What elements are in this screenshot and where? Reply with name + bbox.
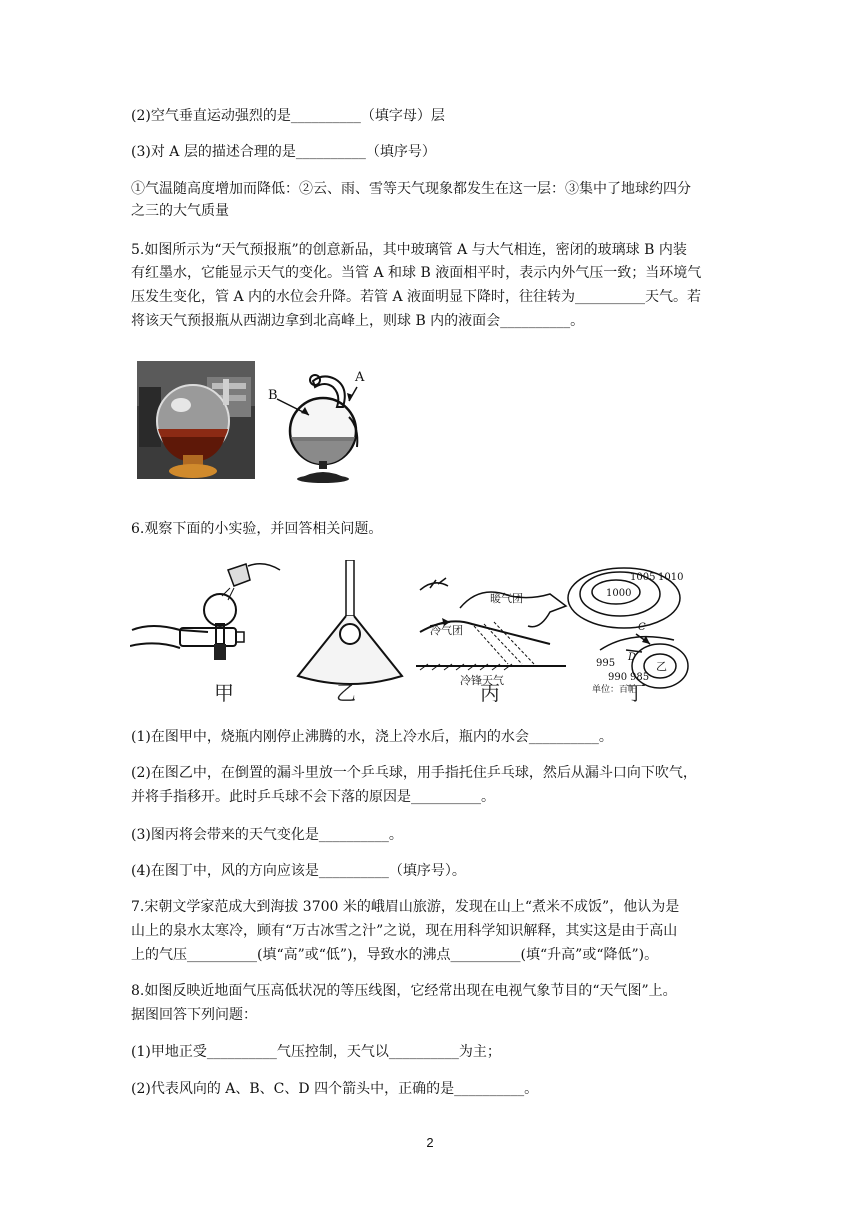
q6-heading: 6.观察下面的小实验，并回答相关问题。 bbox=[131, 521, 383, 537]
figure-jia bbox=[130, 564, 280, 660]
q7-line3: 上的气压__________(填“高”或“低”)，导致水的沸点__________(填“升高”或“降低”)。 bbox=[131, 947, 659, 963]
label-a: A bbox=[355, 370, 365, 385]
caption-bing: 丙 bbox=[480, 681, 500, 702]
q8-line2: 据图回答下列问题： bbox=[131, 1007, 257, 1023]
caption-ding: 丁 bbox=[626, 681, 646, 702]
q5-line1: 5.如图所示为“天气预报瓶”的创意新品，其中玻璃管 A 与大气相连，密闭的玻璃球 B 内装 bbox=[131, 242, 687, 258]
weather-bottle-figure bbox=[137, 357, 377, 483]
weather-bottle-photo bbox=[137, 361, 255, 479]
q8-part1: (1)甲地正受__________气压控制，天气以__________为主； bbox=[131, 1044, 501, 1060]
caption-yi: 乙 bbox=[336, 681, 356, 702]
q5-line4: 将该天气预报瓶从西湖边拿到北高峰上，则球 B 内的液面会__________。 bbox=[131, 313, 585, 329]
warm-air-label: 暖气团 bbox=[490, 592, 523, 605]
arrow-c-label: C bbox=[638, 622, 646, 633]
figure-yi bbox=[298, 560, 402, 684]
isobar-985: 985 bbox=[630, 672, 650, 683]
q5-line2: 有红墨水，它能显示天气的变化。当管 A 和球 B 液面相平时，表示内外气压一致；当环境气 bbox=[131, 265, 702, 281]
q8-part2: (2)代表风向的 A、B、C、D 四个箭头中，正确的是__________。 bbox=[131, 1081, 539, 1097]
q7-line1: 7.宋朝文学家范成大到海拔 3700 米的峨眉山旅游，发现在山上“煮米不成饭”，他认为是 bbox=[131, 899, 680, 915]
q6-part2-line1: (2)在图乙中，在倒置的漏斗里放一个乒乓球，用手指托住乒乓球，然后从漏斗口向下吹气， bbox=[131, 765, 697, 781]
q4-options-line1: ①气温随高度增加而降低：②云、雨、雪等天气现象都发生在这一层：③集中了地球约四分 bbox=[131, 181, 691, 197]
unit-label: 单位：百帕 bbox=[592, 685, 638, 695]
isobar-995: 995 bbox=[596, 658, 616, 669]
label-b: B bbox=[268, 388, 278, 403]
isobar-990: 990 bbox=[608, 672, 628, 683]
weather-bottle-diagram bbox=[268, 370, 365, 483]
q4-part3: (3)对 A 层的描述合理的是__________（填序号） bbox=[131, 144, 436, 160]
experiment-figures bbox=[130, 560, 694, 702]
q4-part2: (2)空气垂直运动强烈的是__________（填字母）层 bbox=[131, 108, 445, 124]
figure-bing bbox=[416, 578, 566, 687]
region-yi-label: 乙 bbox=[656, 660, 667, 673]
q6-part2-line2: 并将手指移开。此时乒乓球不会下落的原因是__________。 bbox=[131, 789, 495, 805]
q6-part4: (4)在图丁中，风的方向应该是__________（填序号）。 bbox=[131, 863, 466, 879]
isobar-1010: 1010 bbox=[658, 572, 684, 583]
page-number: 2 bbox=[426, 1135, 434, 1150]
cold-air-label: 冷气团 bbox=[430, 624, 463, 637]
figure-ding bbox=[568, 568, 688, 695]
q7-line2: 山上的泉水太寒冷，顾有“万古冰雪之汁”之说，现在用科学知识解释，其实这是由于高山 bbox=[131, 923, 678, 939]
q6-part3: (3)图丙将会带来的天气变化是__________。 bbox=[131, 827, 403, 843]
q8-line1: 8.如图反映近地面气压高低状况的等压线图，它经常出现在电视气象节目的“天气图”上。 bbox=[131, 983, 677, 999]
arrow-d-label: D bbox=[628, 652, 637, 663]
isobar-1005: 1005 bbox=[630, 572, 656, 583]
caption-jia: 甲 bbox=[214, 681, 234, 702]
q5-line3: 压发生变化，管 A 内的水位会升降。若管 A 液面明显下降时，往往转为__________天气。若 bbox=[131, 289, 702, 305]
isobar-1000: 1000 bbox=[606, 588, 632, 599]
q4-options-line2: 之三的大气质量 bbox=[131, 203, 229, 219]
q6-part1: (1)在图甲中，烧瓶内刚停止沸腾的水，浇上冷水后，瓶内的水会__________。 bbox=[131, 729, 613, 745]
cold-front-label: 冷锋天气 bbox=[460, 674, 504, 687]
